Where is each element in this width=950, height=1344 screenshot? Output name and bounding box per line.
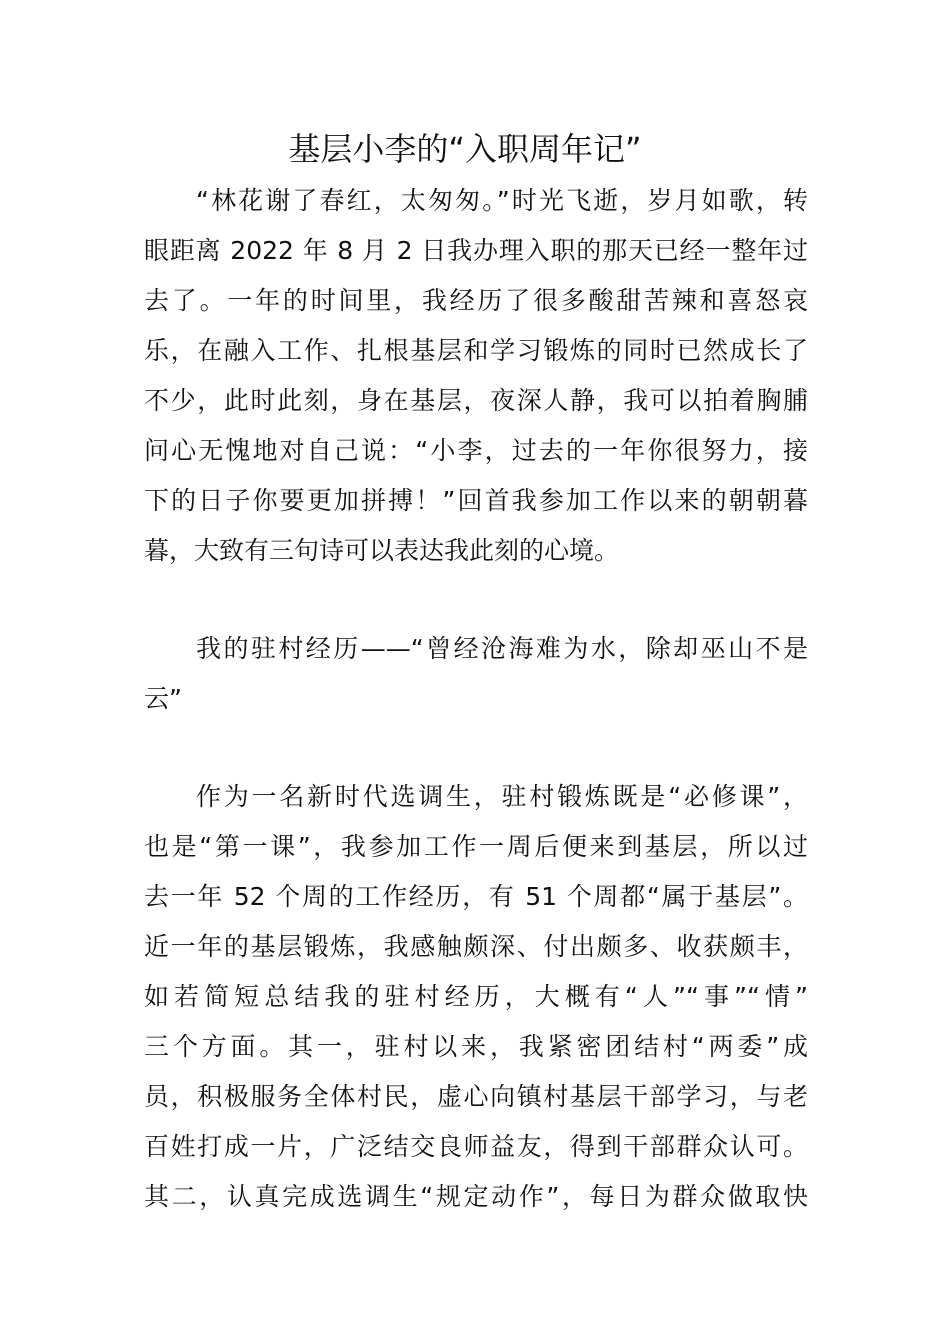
paragraph-line: 眼距离 2022 年 8 月 2 日我办理入职的那天已经一整年过 (144, 236, 808, 265)
intro-paragraph (144, 176, 808, 576)
paragraph-line: 百姓打成一片，广泛结交良师益友，得到干部群众认可。 (144, 1132, 808, 1161)
paragraph-line: 去了。一年的时间里，我经历了很多酸甜苦辣和喜怒哀 (144, 286, 808, 315)
document-title: 基层小李的“入职周年记” (288, 130, 642, 168)
paragraph-line: 问心无愧地对自己说：“小李，过去的一年你很努力，接 (144, 436, 808, 465)
paragraph-line: 乐，在融入工作、扎根基层和学习锻炼的同时已然成长了 (144, 336, 808, 365)
paragraph-line: “林花谢了春红，太匆匆。”时光飞逝，岁月如歌，转 (196, 186, 808, 215)
paragraph-line: 不少，此时此刻，身在基层，夜深人静，我可以拍着胸脯 (144, 386, 808, 415)
section-heading (144, 624, 808, 724)
body-paragraph (144, 772, 808, 1222)
paragraph-line: 三个方面。其一，驻村以来，我紧密团结村“两委”成 (144, 1032, 808, 1061)
paragraph-line: 下的日子你要更加拼搏！”回首我参加工作以来的朝朝暮 (144, 486, 808, 515)
paragraph-line: 如若简短总结我的驻村经历，大概有“人”“事”“情” (144, 982, 808, 1011)
paragraph-line: 员，积极服务全体村民，虚心向镇村基层干部学习，与老 (144, 1082, 808, 1111)
paragraph-line: 近一年的基层锻炼，我感触颇深、付出颇多、收获颇丰， (144, 932, 808, 961)
paragraph-line: 其二，认真完成选调生“规定动作”，每日为群众做取快 (144, 1182, 808, 1211)
heading-line: 我的驻村经历——“曾经沧海难为水，除却巫山不是 (196, 634, 808, 663)
paragraph-line: 去一年 52 个周的工作经历，有 51 个周都“属于基层”。 (144, 882, 808, 911)
paragraph-line: 作为一名新时代选调生，驻村锻炼既是“必修课”， (196, 782, 808, 811)
paragraph-line: 也是“第一课”，我参加工作一周后便来到基层，所以过 (144, 832, 808, 861)
paragraph-line: 暮，大致有三句诗可以表达我此刻的心境。 (144, 536, 620, 565)
heading-line: 云” (144, 684, 182, 713)
